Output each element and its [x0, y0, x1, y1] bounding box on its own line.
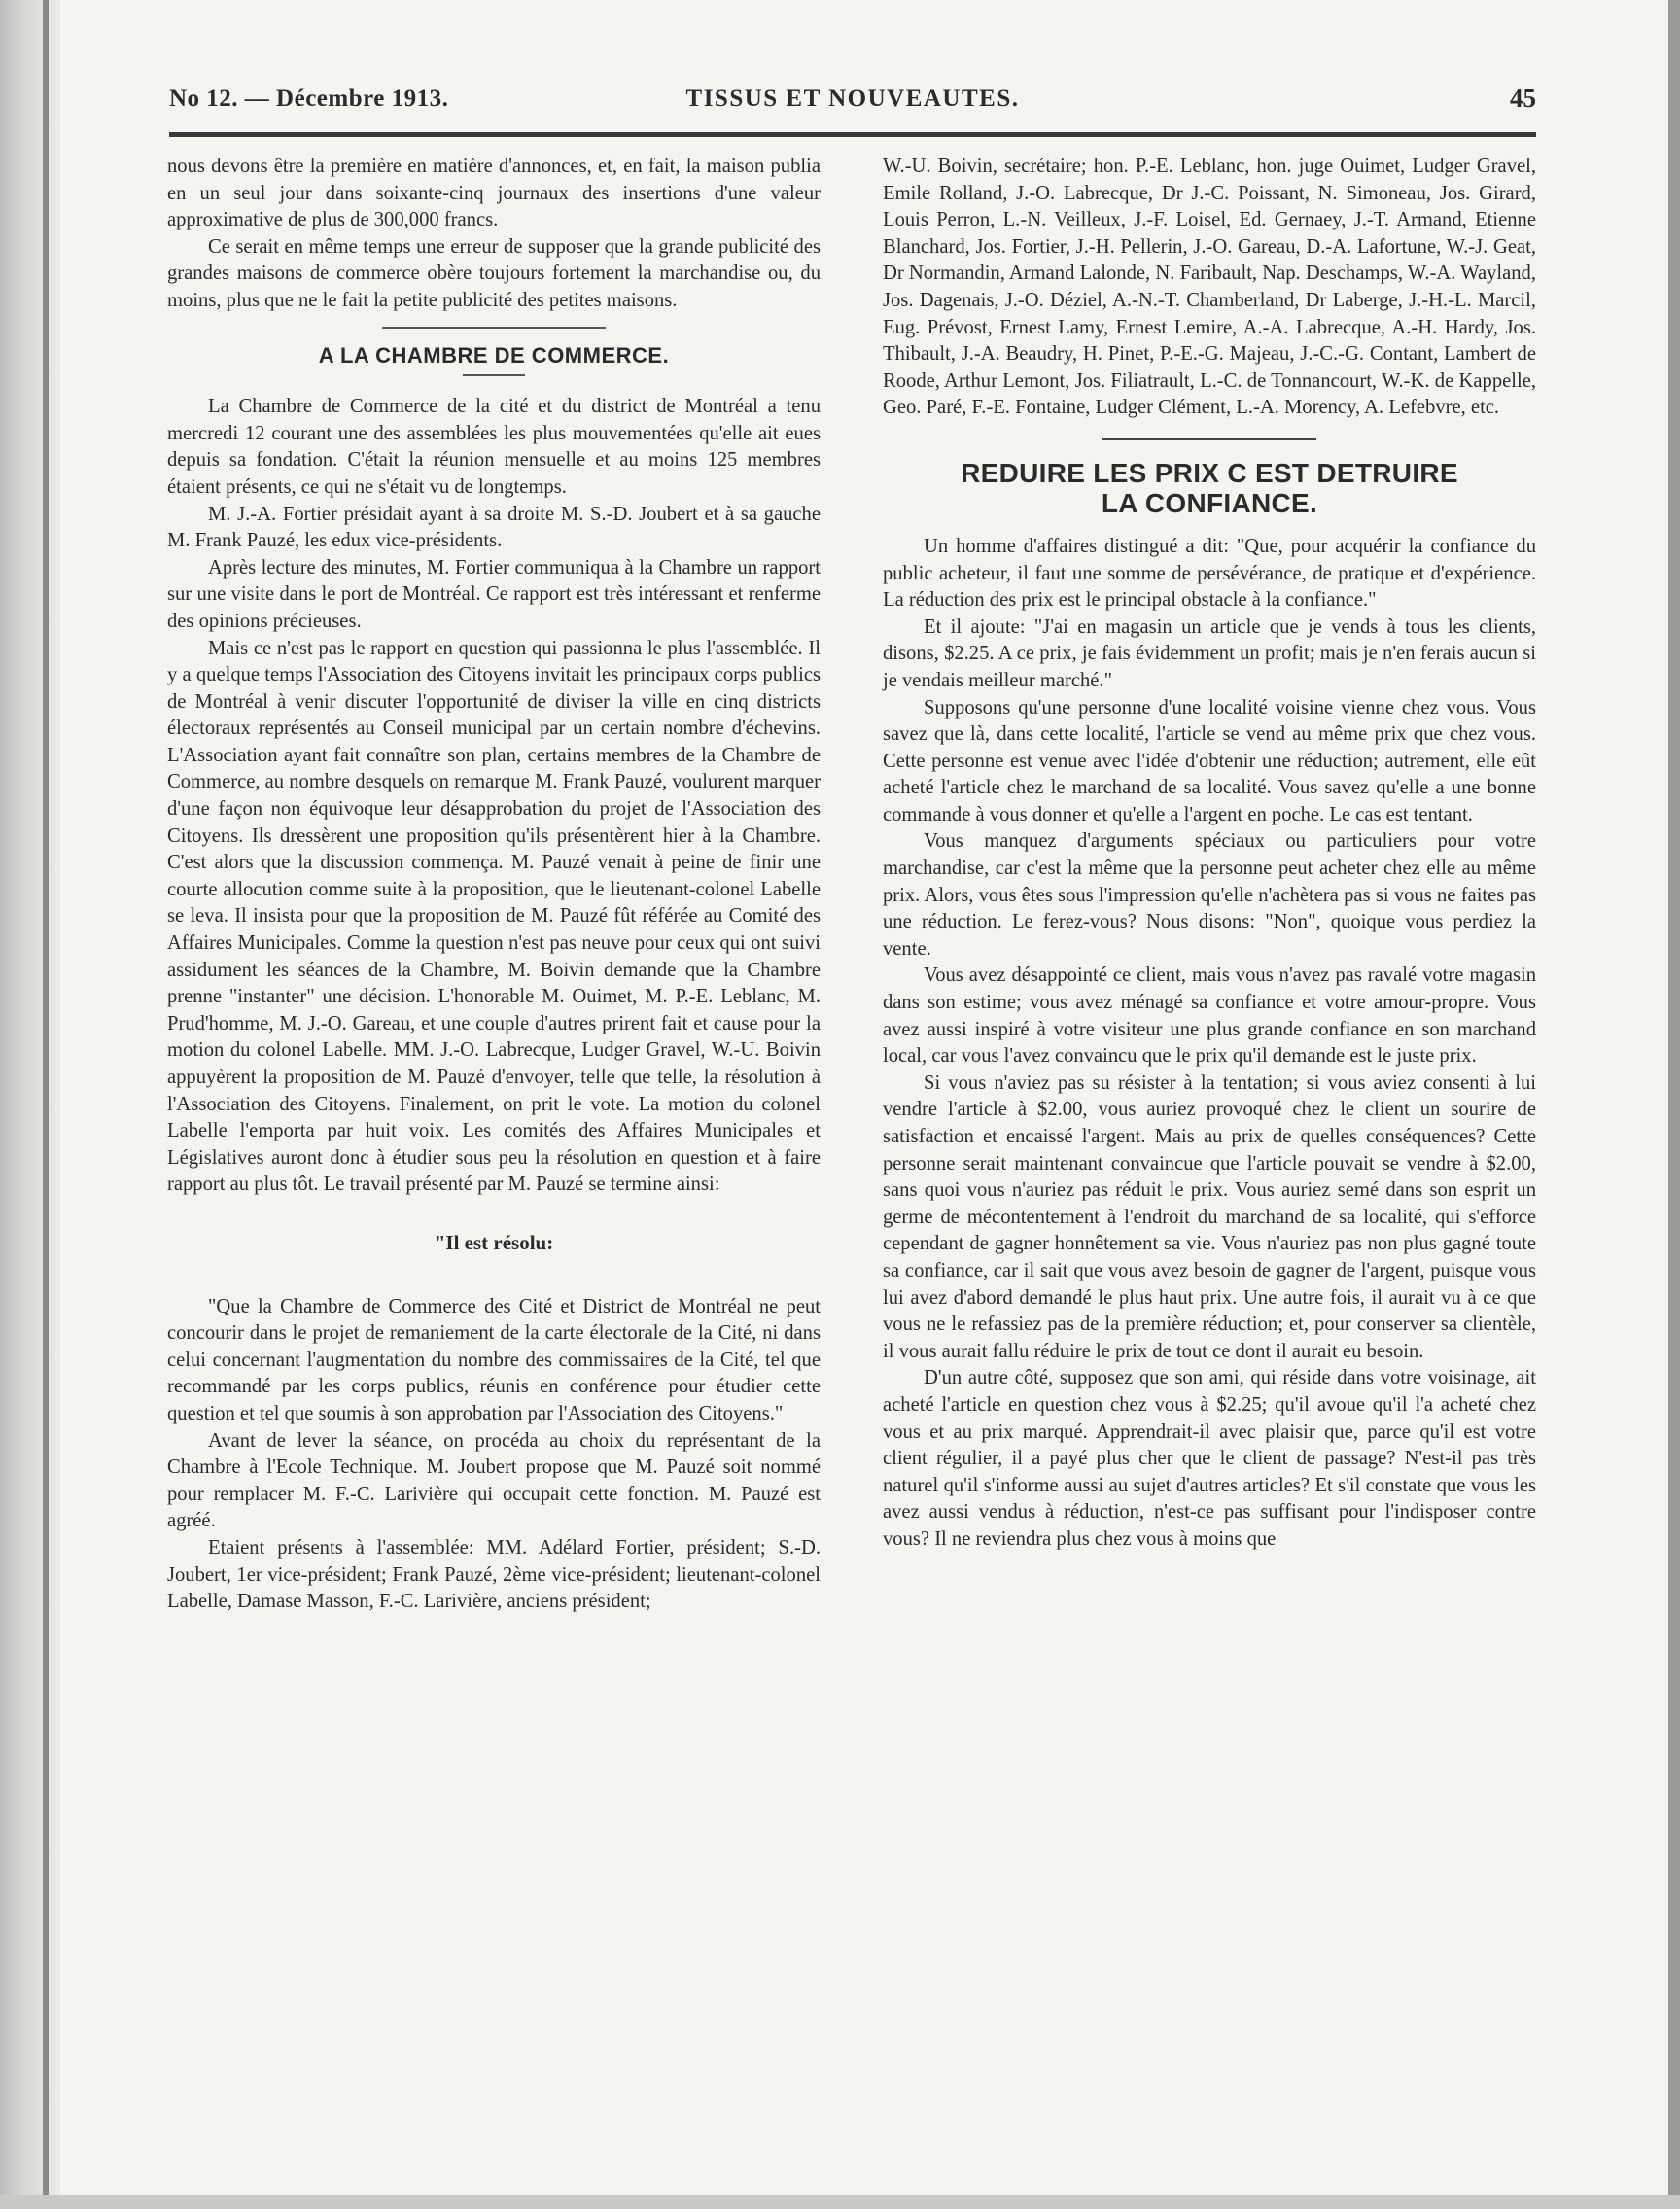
paragraph: Si vous n'aviez pas su résister à la tentation; si vous aviez consenti à lui vendre l'article à $2.00, vous auriez provoqué chez le client un sourire de satisfaction et encaissé l'argent. Mais au prix de quelles conséquences? Cette personne serait maintenant convaincue que l'article pouvait se vendre à $2.00, sans quoi vous n'auriez pas réduit le prix. Vous auriez semé dans son esprit un germe de mécontentement à l'endroit du marchand de sa localité, qui s'efforce cependant de gagner honnêtement sa vie. Vous n'auriez pas non plus gagné toute sa confiance, car il sait que vous avez besoin de gagner de l'argent, puisque vous lui avez d'abord demandé le plus haut prix. Une autre fois, il aurait vu à ce que vous ne le refassiez pas de la première réduction; et, pour conserver sa clientèle, il vous aurait fallu réduire le prix de tout ce dont il aurait eu besoin.	[883, 1071, 1536, 1362]
paragraph: Après lecture des minutes, M. Fortier communiqua à la Chambre un rapport sur une visite dans le port de Montréal. Ce rapport est très intéressant et renferme des opinions précieuses.	[167, 556, 821, 632]
page-number: 45	[1510, 84, 1536, 113]
resolution-subhead: "Il est résolu:	[434, 1230, 554, 1254]
paragraph: D'un autre côté, supposez que son ami, qui réside dans votre voisinage, ait acheté l'article en question chez vous à $2.25; qu'il avoue qu'il l'a acheté chez vous et au prix marqué. Apprendrait-il avec plaisir que, parce qu'il est votre client régulier, il a payé plus cher que le client de passage? N'est-il pas très naturel qu'il s'informe aussi au sujet d'autres articles? Et s'il constate que vous les avez aussi vendus à réduction, n'est-ce pas suffisant pour l'indisposer contre vous? Il ne reviendra plus chez vous à moins que	[883, 1367, 1536, 1550]
page-body	[146, 78, 1536, 2110]
paragraph: nous devons être la première en matière d'annonces, et, en fait, la maison publia en un seul jour dans soixante-cinq journaux des insertions d'une valeur approximative de plus de 300,000 francs.	[167, 156, 821, 231]
issue-date: No 12. — Décembre 1913.	[169, 86, 449, 112]
paragraph: Et il ajoute: "J'ai en magasin un article que je vends à tous les clients, disons, $2.25. A ce prix, je fais évidemment un profit; mais je n'en ferais aucun si je vendais meilleur marché."	[883, 615, 1536, 691]
left-column	[167, 154, 821, 1616]
header-rule	[169, 132, 1536, 137]
paragraph: Avant de lever la séance, on procéda au choix du représentant de la Chambre à l'Ecole Technique. M. Joubert propose que M. Pauzé soit nommé pour remplacer M. F.-C. Larivière qui occupait cette fonction. M. Pauzé est agréé.	[167, 1429, 821, 1532]
paragraph: Supposons qu'une personne d'une localité voisine vienne chez vous. Vous savez que là, dans cette localité, l'article se vend au même prix que chez vous. Cette personne est venue avec l'idée d'obtenir une réduction; autrement, elle eût acheté l'article chez le marchand de sa localité. Vous savez qu'elle a une bonne commande à vous donner et qu'elle a l'argent en poche. Le cas est tentant.	[883, 696, 1536, 825]
paragraph: Mais ce n'est pas le rapport en question qui passionna le plus l'assemblée. Il y a quelque temps l'Association des Citoyens invitait les principaux corps publics de Montréal à venir discuter l'opportunité de diviser la ville en cinq districts électoraux représentés au Conseil municipal par un certain nombre d'échevins. L'Association ayant fait connaître son plan, certains membres de la Chambre de Commerce, au nombre desquels on remarque M. Frank Pauzé, voulurent marquer d'une façon non équivoque leur désapprobation du projet de l'Association des Citoyens. Ils dressèrent une proposition qu'ils présentèrent hier à la Chambre. C'est alors que la discussion commença. M. Pauzé venait à peine de finir une courte allocution comme suite à la proposition, que le lieutenant-colonel Labelle se leva. Il insista pour que la proposition de M. Pauzé fût référée au Comité des Affaires Municipales. Comme la question n'est pas neuve pour ceux qui ont suivi assidument les séances de la Chambre, M. Boivin demande que la Chambre prenne "instanter" une décision. L'honorable M. Ouimet, M. P.-E. Leblanc, M. Prud'homme, M. J.-O. Gareau, et une couple d'autres prirent fait et cause pour la motion du colonel Labelle. MM. J.-O. Labrecque, Ludger Gravel, W.-U. Boivin appuyèrent la proposition de M. Pauzé d'envoyer, telle que telle, la résolution à l'Association des Citoyens. Finalement, on prit le vote. La motion du colonel Labelle l'emporta par huit voix. Les comités des Affaires Municipales et Législatives auront donc à étudier sous peu la résolution en question et à faire rapport au plus tôt. Le travail présenté par M. Pauzé se termine ainsi:	[167, 637, 821, 1196]
paragraph: Ce serait en même temps une erreur de supposer que la grande publicité des grandes maisons de commerce obère toujours fortement la marchandise ou, du moins, plus que ne le fait la petite publicité des petites maisons.	[167, 235, 821, 311]
binding-edge	[43, 0, 49, 2209]
section-divider	[382, 327, 606, 329]
attendee-list: W.-U. Boivin, secrétaire; hon. P.-E. Leblanc, hon. juge Ouimet, Ludger Gravel, Emile Rolland, J.-O. Labrecque, Dr J.-C. Poissant, N. Simoneau, Jos. Girard, Louis Perron, L.-N. Veilleux, J.-F. Loisel, Ed. Gernaey, J.-T. Armand, Etienne Blanchard, Jos. Fortier, J.-H. Pellerin, J.-O. Gareau, D.-A. Lafortune, W.-J. Geat, Dr Normandin, Armand Lalonde, N. Faribault, Nap. Deschamps, W.-A. Wayland, Jos. Dagenais, J.-O. Déziel, A.-N.-T. Chamberland, Dr Laberge, J.-H.-L. Marcil, Eug. Prévost, Ernest Lamy, Ernest Lemire, A.-A. Labrecque, A.-H. Hardy, Jos. Thibault, J.-A. Beaudry, H. Pinet, P.-E.-G. Majeau, J.-C.-G. Contant, Lambert de Roode, Arthur Lemont, Jos. Filiatrault, L.-C. de Tonnancourt, W.-K. de Kappelle, Geo. Paré, F.-E. Fontaine, Ludger Clément, L.-A. Morency, A. Lefebvre, etc.	[883, 156, 1536, 419]
right-column	[883, 154, 1536, 1554]
paragraph: Vous avez désappointé ce client, mais vous n'avez pas ravalé votre magasin dans son estime; vous avez ménagé sa confiance et votre amour-propre. Vous avez aussi inspiré à votre visiteur une plus grande confiance en son marchand local, car vous l'avez convaincu que le prix qu'il demande est le juste prix.	[883, 964, 1536, 1068]
page-edge-right	[1668, 0, 1680, 2209]
page-edge-bottom	[0, 2195, 1680, 2209]
paragraph: Vous manquez d'arguments spéciaux ou particuliers pour votre marchandise, car c'est la même que la personne peut acheter chez elle au même prix. Alors, vous êtes sous l'impression qu'elle n'achètera pas si vous ne faites pas une réduction. Le ferez-vous? Nous disons: "Non", quoique vous perdiez la vente.	[883, 830, 1536, 960]
article-heading	[883, 458, 1536, 518]
journal-title: TISSUS ET NOUVEAUTES.	[685, 86, 1020, 112]
paragraph: M. J.-A. Fortier présidait ayant à sa droite M. S.-D. Joubert et à sa gauche M. Frank Pauzé, les edux vice-présidents.	[167, 503, 821, 552]
paragraph: Un homme d'affaires distingué a dit: "Que, pour acquérir la confiance du public acheteur, il faut une somme de persévérance, de pratique et d'expérience. La réduction des prix est le principal obstacle à la confiance."	[883, 535, 1536, 612]
running-header	[169, 78, 1536, 138]
paragraph: La Chambre de Commerce de la cité et du district de Montréal a tenu mercredi 12 courant une des assemblées les plus mouvementées qu'elle ait eues depuis sa fondation. C'était la réunion mensuelle et au moins 125 membres étaient présents, ce qui ne s'était vu de longtemps.	[167, 396, 821, 498]
resolution-text: "Que la Chambre de Commerce des Cité et District de Montréal ne peut concourir dans le projet de remaniement de la carte électorale de la Cité, ni dans celui concernant l'augmentation du nombre des commissaires de la Cité, tel que recommandé par les corps publics, réunis en conférence pour étudier cette question et tel que soumis à son approbation par l'Association des Citoyens."	[167, 1295, 821, 1424]
article-heading-line: REDUIRE LES PRIX C EST DETRUIRE	[961, 457, 1458, 488]
binding-shadow	[0, 0, 60, 2209]
article-heading-line: LA CONFIANCE.	[1101, 487, 1318, 518]
heading-underline	[463, 374, 525, 376]
section-divider	[1102, 438, 1316, 440]
section-heading: A LA CHAMBRE DE COMMERCE.	[318, 342, 670, 368]
paragraph: Etaient présents à l'assemblée: MM. Adélard Fortier, président; S.-D. Joubert, 1er vice-président; Frank Pauzé, 2ème vice-président; lieutenant-colonel Labelle, Damase Masson, F.-C. Larivière, anciens président;	[167, 1536, 821, 1613]
